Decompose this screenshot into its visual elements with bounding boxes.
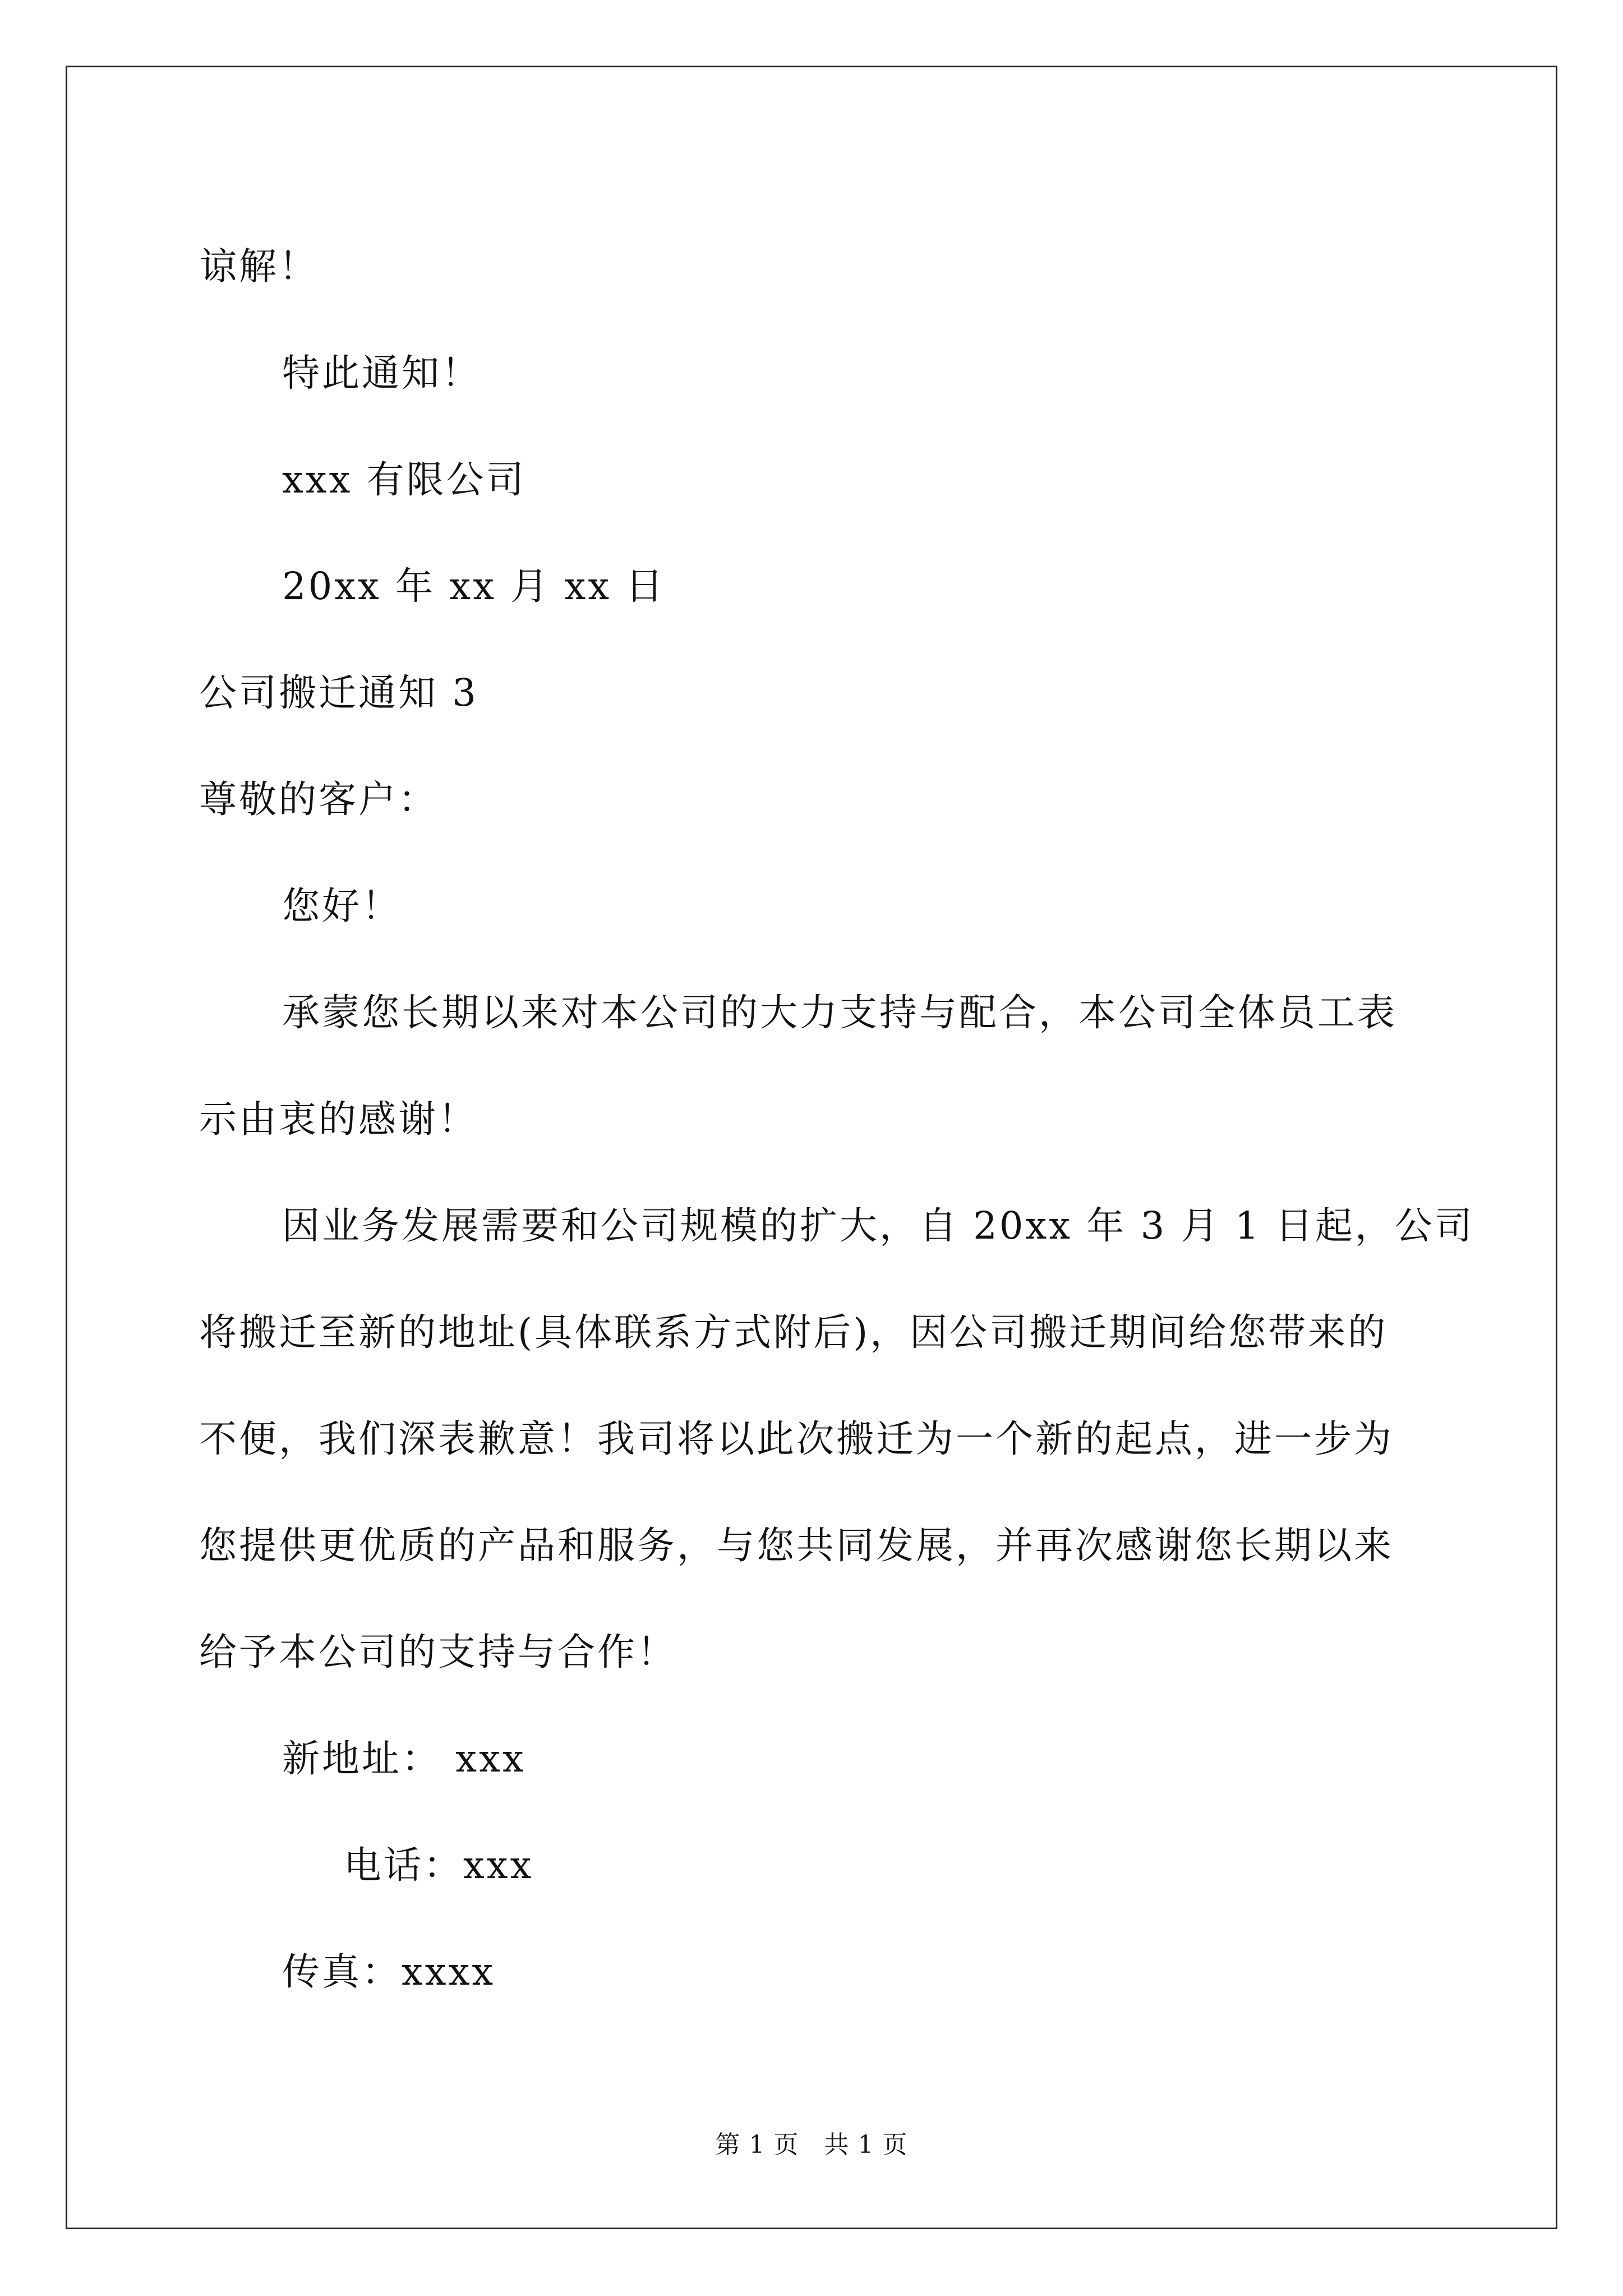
paragraph-2-line-5: 给予本公司的支持与合作！ xyxy=(199,1630,677,1674)
paragraph-2-line-4: 您提供更优质的产品和服务，与您共同发展，并再次感谢您长期以来 xyxy=(199,1524,1394,1567)
page-footer: 第 1 页 共 1 页 xyxy=(715,2131,908,2159)
greeting: 您好！ xyxy=(282,884,402,928)
paragraph-2-line-2: 将搬迁至新的地址(具体联系方式附后)，因公司搬迁期间给您带来的 xyxy=(199,1310,1388,1354)
fax-line: 传真：xxxx xyxy=(282,1950,496,1994)
salutation: 尊敬的客户： xyxy=(199,777,438,821)
paragraph-2-line-1: 因业务发展需要和公司规模的扩大，自 20xx 年 3 月 1 日起，公司 xyxy=(282,1204,1474,1248)
text-line-1: 谅解！ xyxy=(199,245,319,288)
address-line: 新地址： xxx xyxy=(282,1737,526,1780)
paragraph-2-line-3: 不便，我们深表歉意！我司将以此次搬迁为一个新的起点，进一步为 xyxy=(199,1417,1394,1461)
document-body xyxy=(199,213,1474,2025)
section-title: 公司搬迁通知 3 xyxy=(199,671,478,715)
company-name: xxx 有限公司 xyxy=(282,458,526,501)
date-line: 20xx 年 xx 月 xx 日 xyxy=(282,564,666,608)
phone-line: 电话：xxx xyxy=(344,1843,534,1887)
paragraph-1-line-1: 承蒙您长期以来对本公司的大力支持与配合，本公司全体员工表 xyxy=(282,991,1397,1034)
text-line-2: 特此通知！ xyxy=(282,351,481,395)
paragraph-1-line-2: 示由衷的感谢！ xyxy=(199,1097,478,1141)
